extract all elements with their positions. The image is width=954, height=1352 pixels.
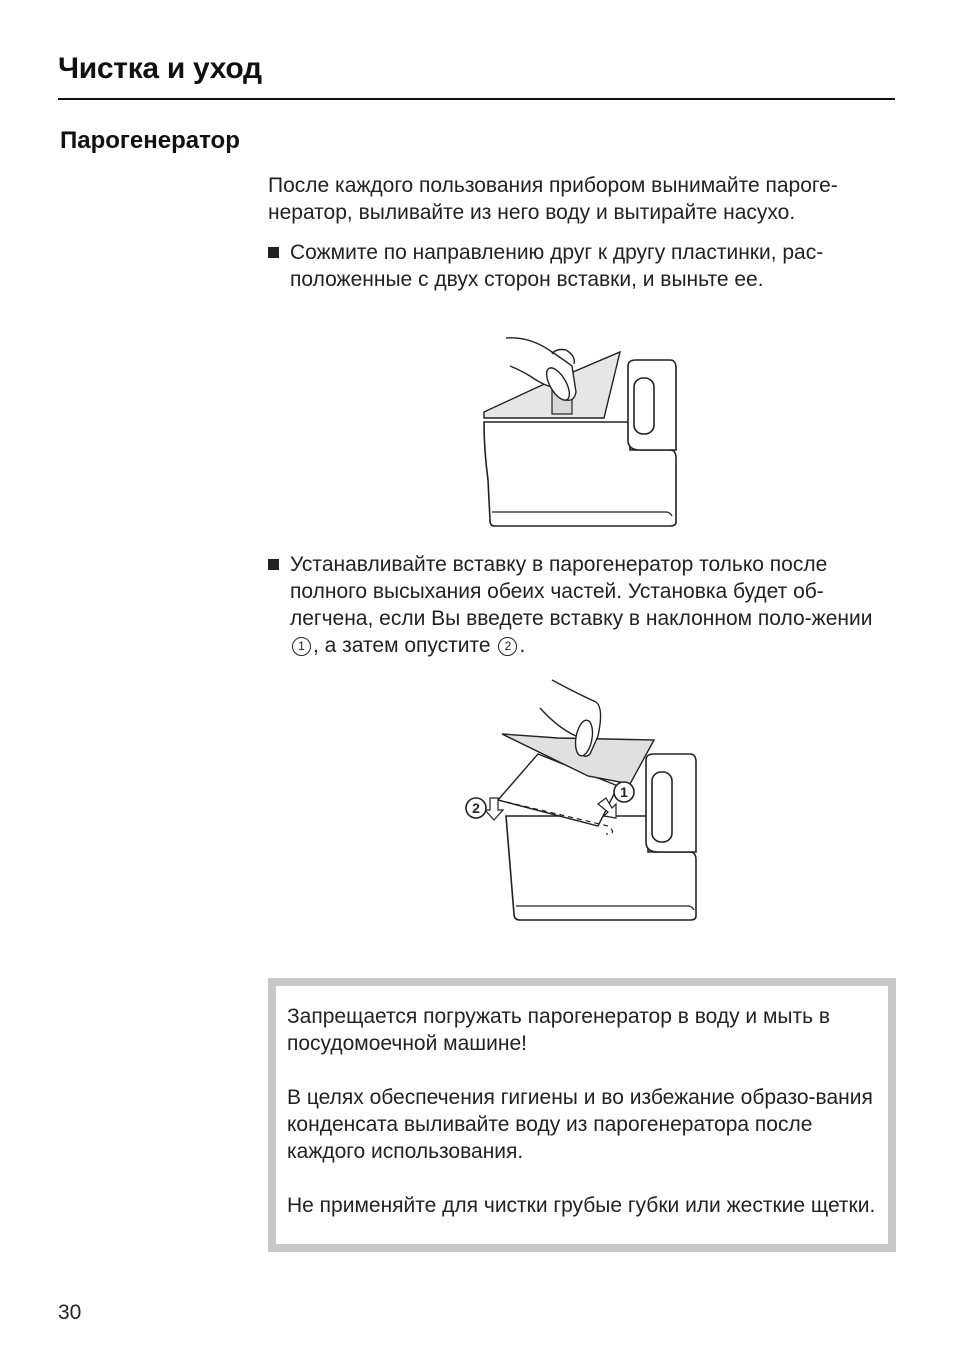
subsection-title: Парогенератор [60,127,240,154]
warning-box [268,978,896,1252]
bullet-square-icon [268,247,279,258]
bullet-item-remove-insert [268,239,898,293]
title-divider [58,98,895,100]
page-number: 30 [58,1301,82,1324]
step-1-marker: 1 [292,637,311,656]
warning-paragraph-3: Не применяйте для чистки грубые губки или жесткие щетки. [287,1194,876,1217]
bullet-square-icon [268,559,279,570]
bullet-text-part1: Устанавливайте вставку в парогенератор только после полного высыхания обеих частей. Установка будет об-легчена, если Вы введете вставку в наклонном поло-жении [290,553,873,630]
section-title: Чистка и уход [58,52,262,85]
warning-paragraph-1: Запрещается погружать парогенератор в воду и мыть в посудомоечной машине! [287,1005,831,1055]
handle-grip [652,772,672,842]
label-2: 2 [472,800,480,816]
bullet-text-part2: , а затем опустите [313,634,491,657]
bullet-item-install-insert [268,551,898,659]
warning-paragraph-2: В целях обеспечения гигиены и во избежание образо-вания конденсата выливайте воду из парогенератора после каждого использования. [287,1086,873,1163]
bullet-text: Сожмите по направлению друг к другу пластинки, рас-положенные с двух сторон вставки, и выньте ее. [290,241,824,291]
bullet-text-part3: . [519,634,526,657]
intro-paragraph: После каждого пользования прибором вынимайте пароге-нератор, выливайте из него воду и вытирайте насухо. [268,174,838,224]
steam-generator-removal-illustration [480,330,690,530]
steam-generator-install-illustration [458,676,708,926]
label-1: 1 [620,784,628,800]
bullet-text [290,551,898,659]
handle-grip [634,378,654,434]
step-2-marker: 2 [498,637,517,656]
